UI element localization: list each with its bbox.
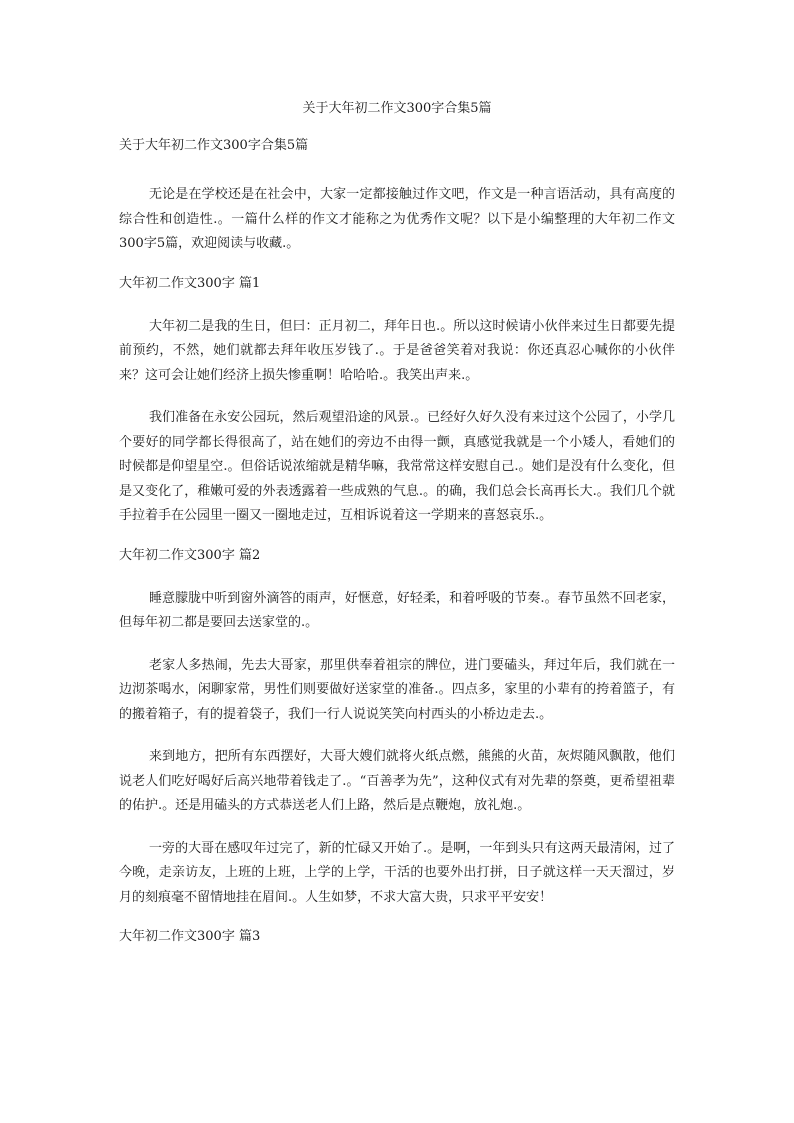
paragraph: 一旁的大哥在感叹年过完了，新的忙碌又开始了.。是啊，一年到头只有这两天最清闲，过了今晚，走亲访友，上班的上班，上学的上学，干活的也要外出打拼，日子就这样一天天溜过，岁月的刻痕毫不留情地挂在眉间.。人生如梦，不求大富大贵，只求平平安安！ [119,840,675,905]
section-heading: 大年初二作文300字 篇1 [119,275,261,291]
document-title: 关于大年初二作文300字合集5篇 [302,101,492,116]
section-heading: 大年初二作文300字 篇3 [119,929,261,944]
paragraph: 大年初二是我的生日，但曰：正月初二，拜年日也.。所以这时候请小伙伴来过生日都要先提前预约，不然，她们就都去拜年收压岁钱了.。于是爸爸笑着对我说：你还真忍心喊你的小伙伴来？这可会让她们经济上损失惨重啊！哈哈哈.。我笑出声来.。 [119,318,675,383]
paragraph: 睡意朦胧中听到窗外滴答的雨声，好惬意，好轻柔，和着呼吸的节奏.。春节虽然不回老家，但每年初二都是要回去送家堂的.。 [119,590,675,630]
intro-paragraph: 无论是在学校还是在社会中，大家一定都接触过作文吧，作文是一种言语活动，具有高度的综合性和创造性.。一篇什么样的作文才能称之为优秀作文呢？以下是小编整理的大年初二作文300字5篇，欢迎阅读与收藏.。 [119,187,675,251]
document-body [119,137,675,968]
section-2 [119,547,675,911]
paragraph: 来到地方，把所有东西摆好，大哥大嫂们就将火纸点燃，熊熊的火苗，灰烬随风飘散，他们说老人们吃好喝好后高兴地带着钱走了.。“百善孝为先”，这种仪式有对先辈的祭奠，更希望祖辈的佑护.。还是用磕头的方式恭送老人们上路，然后是点鞭炮，放礼炮.。 [119,749,675,813]
section-1 [119,275,675,529]
section-heading: 大年初二作文300字 篇2 [119,547,261,563]
document-subtitle: 关于大年初二作文300字合集5篇 [119,138,309,153]
paragraph: 老家人多热闹，先去大哥家，那里供奉着祖宗的牌位，进门要磕头，拜过年后，我们就在一边沏茶喝水，闲聊家常，男性们则要做好送家堂的准备.。四点多，家里的小辈有的挎着篮子，有的搬着箱子，有的提着袋子，我们一行人说说笑笑向村西头的小桥边走去.。 [119,657,675,722]
section-3 [119,928,675,946]
paragraph: 我们准备在永安公园玩，然后观望沿途的风景.。已经好久好久没有来过这个公园了，小学几个要好的同学都长得很高了，站在她们的旁边不由得一颤，真感觉我就是一个小矮人，看她们的时候都是仰望星空.。但俗话说浓缩就是精华嘛，我常常这样安慰自己.。她们是没有什么变化，但是又变化了，稚嫩可爱的外表透露着一些成熟的气息.。的确，我们总会长高再长大.。我们几个就手拉着手在公园里一圈又一圈地走过，互相诉说着这一学期来的喜怒哀乐.。 [119,410,675,523]
